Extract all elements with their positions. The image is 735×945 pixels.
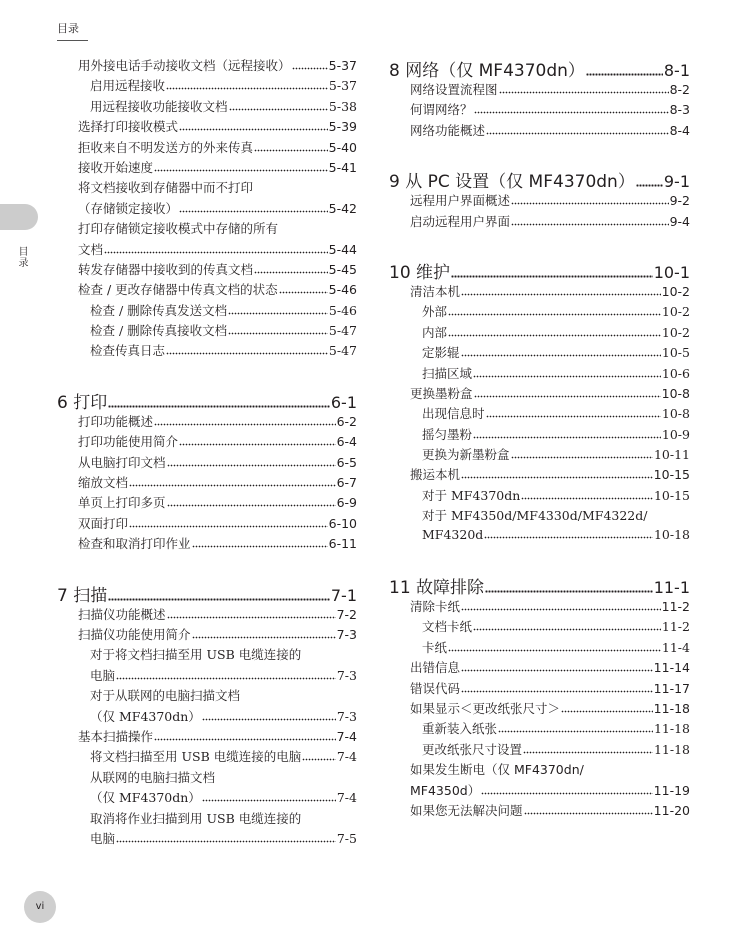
- leader-dots: [461, 690, 653, 693]
- toc-entry-title: 更换墨粉盒: [410, 385, 473, 401]
- toc-entry[interactable]: [389, 465, 690, 485]
- leader-dots: [154, 423, 336, 426]
- leader-dots: [481, 792, 652, 795]
- toc-entry-title: 用外接电话手动接收文档（远程接收）: [78, 58, 291, 73]
- leader-dots: [116, 840, 336, 843]
- toc-chapter[interactable]: [389, 56, 690, 80]
- toc-entry[interactable]: [57, 493, 357, 513]
- toc-entry-title: 更换为新墨粉盒: [422, 447, 510, 463]
- toc-entry-title: 如果发生断电（仅 MF4370dn/: [410, 762, 584, 778]
- section-tab: [0, 204, 38, 230]
- toc-entry[interactable]: [57, 321, 357, 341]
- toc-entry-title: 单页上打印多页: [78, 495, 166, 511]
- toc-entry-page: 11-2: [661, 599, 690, 615]
- toc-entry[interactable]: [389, 638, 690, 658]
- leader-dots: [179, 443, 336, 446]
- toc-entry-page: 10-5: [661, 345, 690, 361]
- toc-entry[interactable]: [57, 240, 357, 260]
- toc-entry-page: 11-2: [661, 619, 690, 635]
- toc-entry-title: 用远程接收功能接收文档: [90, 98, 228, 114]
- toc-entry-title: 检查和取消打印作业: [78, 536, 191, 552]
- leader-dots: [485, 590, 653, 593]
- leader-dots: [166, 352, 328, 355]
- toc-entry-page: 5-44: [328, 241, 357, 257]
- toc-entry[interactable]: [389, 527, 690, 547]
- toc-entry[interactable]: [57, 219, 357, 239]
- leader-dots: [154, 738, 336, 741]
- toc-entry[interactable]: [57, 686, 357, 706]
- toc-entry[interactable]: [389, 212, 690, 232]
- toc-entry-title: 网络功能概述: [410, 122, 486, 138]
- toc-entry[interactable]: [389, 343, 690, 363]
- toc-entry[interactable]: [57, 625, 357, 645]
- leader-dots: [154, 169, 328, 172]
- toc-entry[interactable]: [57, 199, 357, 219]
- toc-entry-page: 6-1: [330, 392, 357, 412]
- section-spacer: [389, 547, 690, 573]
- toc-entry-title: 错误代码: [410, 680, 461, 696]
- toc-entry-title: 启动远程用户界面: [410, 213, 511, 229]
- leader-dots: [521, 497, 653, 500]
- toc-entry[interactable]: [57, 138, 357, 158]
- toc-chapter[interactable]: [389, 258, 690, 282]
- leader-dots: [561, 710, 653, 713]
- toc-entry-page: 10-8: [661, 406, 690, 422]
- section-spacer: [57, 555, 357, 581]
- leader-dots: [229, 108, 328, 111]
- toc-entry[interactable]: [57, 432, 357, 452]
- toc-entry-page: 5-38: [328, 98, 357, 114]
- toc-entry-page: 11-20: [653, 802, 690, 818]
- leader-dots: [448, 649, 661, 652]
- leader-dots: [108, 405, 330, 408]
- toc-entry-page: 10-15: [653, 487, 690, 503]
- toc-entry-title: 清除卡纸: [410, 599, 461, 615]
- leader-dots: [116, 677, 336, 680]
- toc-entry[interactable]: [57, 453, 357, 473]
- toc-entry-page: 7-4: [336, 790, 357, 806]
- toc-entry-page: 11-19: [653, 782, 690, 798]
- toc-entry-page: 9-1: [663, 172, 690, 192]
- toc-right-column: [389, 56, 690, 821]
- toc-entry[interactable]: [389, 658, 690, 678]
- leader-dots: [511, 223, 669, 226]
- toc-entry-page: 7-2: [336, 606, 357, 622]
- toc-entry-page: 8-2: [669, 82, 690, 97]
- toc-entry-page: 5-41: [328, 159, 357, 175]
- toc-entry-page: 11-1: [653, 578, 690, 598]
- leader-dots: [179, 128, 328, 131]
- toc-entry[interactable]: [389, 121, 690, 141]
- toc-entry-page: 6-10: [328, 515, 357, 531]
- leader-dots: [302, 758, 336, 761]
- toc-entry-title: 网络设置流程图: [410, 82, 498, 97]
- toc-entry-title: 电脑: [90, 667, 116, 683]
- toc-entry[interactable]: [57, 645, 357, 665]
- leader-dots: [104, 251, 328, 254]
- leader-dots: [448, 313, 661, 316]
- toc-entry-title: 打印功能使用简介: [78, 434, 179, 450]
- leader-dots: [448, 334, 661, 337]
- toc-entry-page: 5-42: [328, 200, 357, 216]
- toc-entry-page: 7-1: [330, 585, 357, 605]
- toc-entry-title: 对于从联网的电脑扫描文档: [90, 688, 241, 704]
- toc-entry-title: 文档卡纸: [422, 619, 473, 635]
- section-tab-label: 目录: [16, 246, 27, 268]
- toc-entry-page: 11-17: [653, 680, 690, 696]
- toc-entry-page: 6-4: [336, 434, 357, 450]
- toc-entry-page: 11-18: [653, 721, 690, 737]
- toc-entry-title: 7 扫描: [57, 585, 108, 606]
- toc-entry-page: 10-1: [653, 262, 690, 282]
- toc-entry-page: 7-4: [336, 728, 357, 744]
- leader-dots: [202, 799, 336, 802]
- toc-entry[interactable]: [57, 280, 357, 300]
- toc-entry-title: 检查 / 删除传真发送文档: [90, 302, 228, 318]
- toc-left-column: [57, 56, 357, 849]
- leader-dots: [511, 456, 653, 459]
- toc-entry-title: 出错信息: [410, 660, 461, 676]
- leader-dots: [129, 484, 336, 487]
- leader-dots: [473, 436, 661, 439]
- toc-entry[interactable]: [389, 781, 690, 801]
- toc-entry-title: 重新装入纸张: [422, 721, 498, 737]
- toc-entry-page: 10-18: [653, 526, 690, 542]
- toc-entry[interactable]: [57, 514, 357, 534]
- leader-dots: [192, 636, 336, 639]
- leader-dots: [473, 628, 661, 631]
- leader-dots: [108, 598, 330, 601]
- toc-entry-title: 对于 MF4350d/MF4330d/MF4322d/: [422, 508, 648, 524]
- toc-entry-page: 10-8: [661, 385, 690, 401]
- toc-entry[interactable]: [389, 506, 690, 526]
- toc-entry-title: 如果您无法解决问题: [410, 802, 523, 818]
- toc-entry-page: 11-14: [653, 660, 690, 676]
- toc-entry[interactable]: [57, 76, 357, 96]
- leader-dots: [167, 616, 336, 619]
- toc-entry-page: 6-2: [336, 413, 357, 429]
- leader-dots: [486, 415, 661, 418]
- toc-entry-title: 对于将文档扫描至用 USB 电缆连接的: [90, 647, 302, 663]
- leader-dots: [498, 730, 653, 733]
- toc-entry[interactable]: [57, 158, 357, 178]
- toc-entry-page: 6-5: [336, 454, 357, 470]
- toc-entry[interactable]: [389, 191, 690, 211]
- toc-entry-title: 选择打印接收模式: [78, 119, 179, 135]
- toc-entry-title: 内部: [422, 324, 448, 340]
- toc-entry[interactable]: [57, 260, 357, 280]
- toc-entry-page: 11-18: [653, 700, 690, 716]
- toc-entry[interactable]: [389, 617, 690, 637]
- leader-dots: [451, 275, 653, 278]
- toc-entry-title: 外部: [422, 304, 448, 320]
- toc-entry[interactable]: [389, 760, 690, 780]
- toc-entry-title: MF4320d: [422, 526, 484, 542]
- toc-entry-title: 缩放文档: [78, 475, 129, 491]
- leader-dots: [524, 812, 653, 815]
- toc-entry[interactable]: [57, 534, 357, 554]
- leader-dots: [474, 395, 661, 398]
- toc-entry[interactable]: [57, 412, 357, 432]
- toc-entry[interactable]: [389, 80, 690, 100]
- toc-entry-title: 9 从 PC 设置（仅 MF4370dn）: [389, 172, 635, 193]
- leader-dots: [461, 354, 661, 357]
- toc-entry-page: 7-5: [336, 830, 357, 846]
- leader-dots: [461, 669, 653, 672]
- toc-entry-title: 出现信息时: [422, 406, 485, 422]
- toc-entry[interactable]: [389, 801, 690, 821]
- leader-dots: [228, 312, 328, 315]
- toc-entry[interactable]: [57, 727, 357, 747]
- leader-dots: [474, 111, 669, 114]
- toc-entry[interactable]: [389, 486, 690, 506]
- toc-entry-title: 10 维护: [389, 262, 451, 283]
- toc-entry-title: 基本扫描操作: [78, 728, 154, 744]
- leader-dots: [167, 464, 336, 467]
- leader-dots: [461, 608, 661, 611]
- toc-entry-title: （存储锁定接收）: [78, 200, 179, 216]
- toc-entry-title: 搬运本机: [410, 467, 461, 483]
- toc-entry[interactable]: [389, 740, 690, 760]
- toc-entry-page: 5-37: [328, 58, 357, 73]
- toc-entry[interactable]: [57, 829, 357, 849]
- toc-entry[interactable]: [389, 384, 690, 404]
- toc-entry-page: 5-45: [328, 261, 357, 277]
- toc-entry-title: 接收开始速度: [78, 159, 154, 175]
- toc-entry[interactable]: [389, 719, 690, 739]
- toc-entry-page: 8-1: [663, 61, 690, 80]
- toc-entry-page: 10-2: [661, 324, 690, 340]
- toc-entry[interactable]: [57, 341, 357, 361]
- leader-dots: [192, 545, 328, 548]
- leader-dots: [484, 536, 653, 539]
- leader-dots: [499, 91, 669, 94]
- leader-dots: [254, 271, 328, 274]
- page-number: vi: [24, 891, 56, 923]
- toc-entry-page: 5-37: [328, 78, 357, 94]
- toc-entry-title: MF4350d）: [410, 782, 481, 798]
- section-spacer: [389, 232, 690, 258]
- toc-entry[interactable]: [389, 597, 690, 617]
- toc-entry-page: 7-3: [336, 708, 357, 724]
- toc-entry[interactable]: [57, 605, 357, 625]
- header-title: 目录: [57, 22, 88, 41]
- toc-entry-page: 8-4: [669, 122, 690, 138]
- toc-entry-page: 7-4: [336, 749, 357, 765]
- toc-entry[interactable]: [57, 97, 357, 117]
- toc-entry-title: 从电脑打印文档: [78, 454, 166, 470]
- toc-entry[interactable]: [389, 699, 690, 719]
- leader-dots: [511, 202, 669, 205]
- section-spacer: [57, 362, 357, 388]
- leader-dots: [586, 73, 663, 76]
- toc-entry-title: 更改纸张尺寸设置: [422, 741, 523, 757]
- toc-entry-title: 扫描区域: [422, 365, 473, 381]
- toc-entry-title: 检查 / 删除传真接收文档: [90, 323, 228, 339]
- toc-entry-page: 6-9: [336, 495, 357, 511]
- leader-dots: [461, 293, 661, 296]
- leader-dots: [166, 87, 328, 90]
- toc-entry[interactable]: [389, 404, 690, 424]
- toc-entry-title: 检查 / 更改存储器中传真文档的状态: [78, 282, 278, 298]
- toc-chapter[interactable]: [389, 573, 690, 597]
- toc-entry-page: 5-47: [328, 343, 357, 359]
- toc-entry-title: 清洁本机: [410, 283, 461, 299]
- toc-entry-title: 如果显示＜更改纸张尺寸＞: [410, 700, 561, 716]
- toc-entry-title: 将文档扫描至用 USB 电缆连接的电脑: [90, 749, 302, 765]
- toc-entry-title: 何谓网络？: [410, 102, 473, 118]
- leader-dots: [636, 184, 663, 187]
- leader-dots: [486, 132, 669, 135]
- toc-entry[interactable]: [389, 679, 690, 699]
- toc-entry-title: 远程用户界面概述: [410, 193, 511, 209]
- toc-entry-page: 10-9: [661, 426, 690, 442]
- toc-entry-page: 10-15: [653, 467, 690, 483]
- leader-dots: [279, 291, 328, 294]
- leader-dots: [129, 525, 328, 528]
- toc-entry-title: 双面打印: [78, 515, 129, 531]
- toc-entry[interactable]: [57, 117, 357, 137]
- toc-entry-title: 文档: [78, 241, 104, 257]
- leader-dots: [179, 210, 328, 213]
- toc-entry-title: 11 故障排除: [389, 578, 485, 599]
- toc-chapter[interactable]: [389, 167, 690, 191]
- toc-entry-title: 打印功能概述: [78, 413, 154, 429]
- toc-entry[interactable]: [57, 178, 357, 198]
- toc-entry[interactable]: [57, 768, 357, 788]
- toc-entry-title: 电脑: [90, 830, 116, 846]
- toc-entry[interactable]: [389, 282, 690, 302]
- toc-entry[interactable]: [389, 364, 690, 384]
- toc-entry[interactable]: [57, 301, 357, 321]
- toc-entry-page: 9-2: [669, 193, 690, 209]
- toc-entry-title: 8 网络（仅 MF4370dn）: [389, 61, 585, 81]
- toc-entry[interactable]: [57, 707, 357, 727]
- toc-entry-title: 将文档接收到存储器中而不打印: [78, 180, 254, 196]
- toc-entry-page: 10-2: [661, 304, 690, 320]
- toc-entry-title: （仅 MF4370dn）: [90, 708, 201, 724]
- toc-entry-title: （仅 MF4370dn）: [90, 790, 201, 806]
- toc-entry[interactable]: [57, 809, 357, 829]
- toc-entry-title: 卡纸: [422, 639, 448, 655]
- toc-entry-page: 5-46: [328, 282, 357, 298]
- toc-entry[interactable]: [389, 100, 690, 120]
- leader-dots: [523, 751, 653, 754]
- toc-entry[interactable]: [57, 56, 357, 76]
- toc-entry-title: 转发存储器中接收到的传真文档: [78, 261, 254, 277]
- toc-entry-title: 6 打印: [57, 392, 108, 413]
- toc-chapter[interactable]: [57, 581, 357, 605]
- toc-entry-title: 检查传真日志: [90, 343, 166, 359]
- toc-entry-title: 从联网的电脑扫描文档: [90, 769, 216, 785]
- toc-entry-page: 6-11: [328, 536, 357, 552]
- leader-dots: [254, 149, 328, 152]
- toc-entry-page: 7-3: [336, 626, 357, 642]
- toc-entry[interactable]: [389, 425, 690, 445]
- toc-entry[interactable]: [57, 666, 357, 686]
- toc-entry-page: 6-7: [336, 475, 357, 491]
- toc-entry-title: 拒收来自不明发送方的外来传真: [78, 139, 254, 155]
- section-spacer: [389, 141, 690, 167]
- toc-entry-title: 对于 MF4370dn: [422, 487, 521, 503]
- toc-entry-title: 扫描仪功能概述: [78, 606, 166, 622]
- toc-entry-title: 启用远程接收: [90, 78, 166, 94]
- toc-entry[interactable]: [389, 302, 690, 322]
- toc-entry-page: 5-39: [328, 119, 357, 135]
- toc-entry-page: 10-2: [661, 283, 690, 299]
- leader-dots: [292, 67, 328, 70]
- toc-entry[interactable]: [389, 323, 690, 343]
- leader-dots: [228, 332, 328, 335]
- toc-entry-title: 扫描仪功能使用简介: [78, 626, 191, 642]
- toc-entry-page: 11-4: [661, 639, 690, 655]
- toc-entry-page: 10-11: [653, 447, 690, 463]
- toc-entry-title: 定影辊: [422, 345, 460, 361]
- toc-entry-page: 8-3: [669, 102, 690, 118]
- toc-entry-page: 11-18: [653, 741, 690, 757]
- leader-dots: [167, 504, 336, 507]
- toc-entry-page: 5-47: [328, 323, 357, 339]
- toc-entry-page: 7-3: [336, 667, 357, 683]
- toc-entry-page: 5-40: [328, 139, 357, 155]
- leader-dots: [461, 476, 653, 479]
- toc-entry-page: 5-46: [328, 302, 357, 318]
- toc-entry-title: 打印存储锁定接收模式中存储的所有: [78, 221, 279, 237]
- toc-entry[interactable]: [389, 445, 690, 465]
- toc-entry[interactable]: [57, 747, 357, 767]
- toc-entry[interactable]: [57, 788, 357, 808]
- toc-entry[interactable]: [57, 473, 357, 493]
- toc-entry-title: 摇匀墨粉: [422, 426, 473, 442]
- toc-chapter[interactable]: [57, 388, 357, 412]
- toc-entry-title: 取消将作业扫描到用 USB 电缆连接的: [90, 810, 302, 826]
- leader-dots: [473, 375, 661, 378]
- leader-dots: [202, 718, 336, 721]
- toc-entry-page: 10-6: [661, 365, 690, 381]
- toc-entry-page: 9-4: [669, 213, 690, 229]
